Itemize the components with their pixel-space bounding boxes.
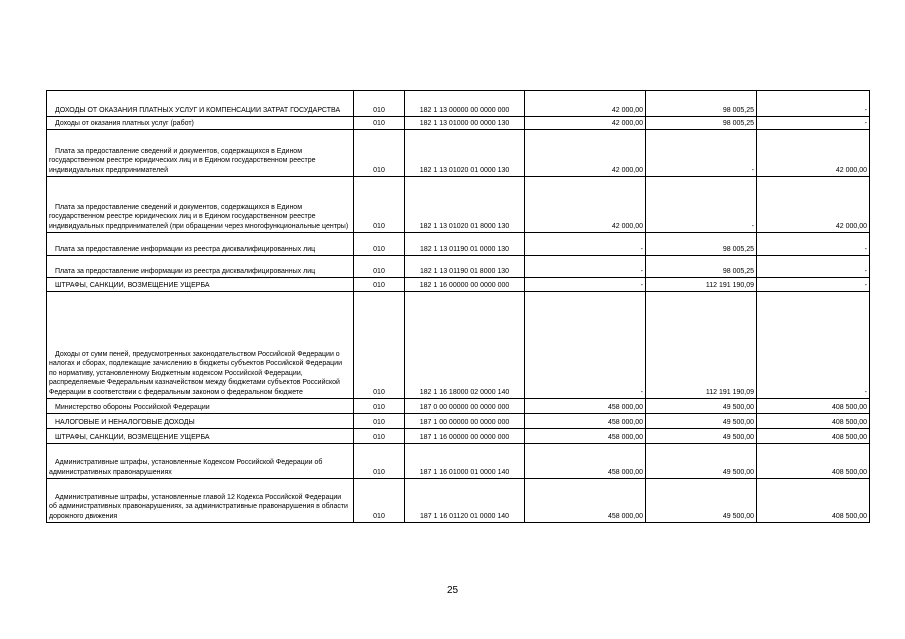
- row-classification-code-cell: 187 1 00 00000 00 0000 000: [405, 414, 525, 429]
- row-approved-cell: 458 000,00: [525, 479, 646, 523]
- row-unexecuted-cell: 42 000,00: [757, 177, 870, 233]
- row-name-cell: Доходы от сумм пеней, предусмотренных законодательством Российской Федерации о налогах и сборах, подлежащие зачислению в бюджеты субъектов Российской Федерации по нормативу, установленному Бюджетным кодексом Российской Федерации, распределяемые Федеральным казначейством между бюджетами субъектов Российской Федерации в соответствии с федеральным законом о федеральном бюджете: [47, 292, 354, 399]
- row-classification-code-cell: 182 1 13 01000 00 0000 130: [405, 117, 525, 130]
- row-line-code-cell: 010: [354, 399, 405, 414]
- row-approved-cell: 458 000,00: [525, 444, 646, 479]
- row-approved-cell: 42 000,00: [525, 177, 646, 233]
- row-name-cell: ДОХОДЫ ОТ ОКАЗАНИЯ ПЛАТНЫХ УСЛУГ И КОМПЕНСАЦИИ ЗАТРАТ ГОСУДАРСТВА: [47, 91, 354, 117]
- row-classification-code-cell: 187 1 16 01120 01 0000 140: [405, 479, 525, 523]
- row-line-code-cell: 010: [354, 479, 405, 523]
- row-line-code-cell: 010: [354, 292, 405, 399]
- row-executed-cell: 49 500,00: [646, 429, 757, 444]
- row-unexecuted-cell: -: [757, 292, 870, 399]
- row-unexecuted-cell: -: [757, 233, 870, 256]
- row-executed-cell: 112 191 190,09: [646, 278, 757, 292]
- row-classification-code-cell: 182 1 13 01020 01 8000 130: [405, 177, 525, 233]
- row-executed-cell: 98 005,25: [646, 91, 757, 117]
- table-row: [47, 429, 870, 444]
- row-unexecuted-cell: 408 500,00: [757, 399, 870, 414]
- row-executed-cell: 98 005,25: [646, 233, 757, 256]
- row-classification-code-cell: 187 1 16 01000 01 0000 140: [405, 444, 525, 479]
- table-row: [47, 414, 870, 429]
- row-name-cell: ШТРАФЫ, САНКЦИИ, ВОЗМЕЩЕНИЕ УЩЕРБА: [47, 429, 354, 444]
- row-classification-code-cell: 182 1 16 18000 02 0000 140: [405, 292, 525, 399]
- row-classification-code-cell: 182 1 13 01190 01 0000 130: [405, 233, 525, 256]
- row-approved-cell: 42 000,00: [525, 130, 646, 177]
- row-approved-cell: -: [525, 256, 646, 278]
- table-row: [47, 130, 870, 177]
- row-executed-cell: 49 500,00: [646, 479, 757, 523]
- row-name-cell: Плата за предоставление сведений и документов, содержащихся в Едином государственном реестре юридических лиц и в Едином государственном реестре индивидуальных предпринимателей: [47, 130, 354, 177]
- row-name-cell: Доходы от оказания платных услуг (работ): [47, 117, 354, 130]
- row-line-code-cell: 010: [354, 233, 405, 256]
- row-approved-cell: 42 000,00: [525, 91, 646, 117]
- row-unexecuted-cell: 408 500,00: [757, 479, 870, 523]
- row-unexecuted-cell: -: [757, 256, 870, 278]
- table-row: [47, 256, 870, 278]
- row-line-code-cell: 010: [354, 177, 405, 233]
- table-row: [47, 91, 870, 117]
- row-line-code-cell: 010: [354, 414, 405, 429]
- budget-table: [46, 90, 870, 523]
- row-classification-code-cell: 182 1 13 00000 00 0000 000: [405, 91, 525, 117]
- row-approved-cell: 458 000,00: [525, 414, 646, 429]
- row-name-cell: ШТРАФЫ, САНКЦИИ, ВОЗМЕЩЕНИЕ УЩЕРБА: [47, 278, 354, 292]
- row-executed-cell: 112 191 190,09: [646, 292, 757, 399]
- row-approved-cell: 458 000,00: [525, 429, 646, 444]
- row-name-cell: Плата за предоставление информации из реестра дисквалифицированных лиц: [47, 233, 354, 256]
- row-line-code-cell: 010: [354, 117, 405, 130]
- row-executed-cell: -: [646, 177, 757, 233]
- row-line-code-cell: 010: [354, 91, 405, 117]
- row-unexecuted-cell: -: [757, 117, 870, 130]
- row-unexecuted-cell: -: [757, 278, 870, 292]
- row-approved-cell: 458 000,00: [525, 399, 646, 414]
- table-row: [47, 278, 870, 292]
- row-line-code-cell: 010: [354, 130, 405, 177]
- row-name-cell: Плата за предоставление сведений и документов, содержащихся в Едином государственном реестре юридических лиц и в Едином государственном реестре индивидуальных предпринимателей (при обращении через многофункциональные центры): [47, 177, 354, 233]
- table-row: [47, 177, 870, 233]
- row-executed-cell: 49 500,00: [646, 399, 757, 414]
- table-row: [47, 444, 870, 479]
- row-executed-cell: -: [646, 130, 757, 177]
- row-name-cell: Административные штрафы, установленные Кодексом Российской Федерации об административных правонарушениях: [47, 444, 354, 479]
- row-approved-cell: -: [525, 233, 646, 256]
- table-row: [47, 117, 870, 130]
- table-row: [47, 399, 870, 414]
- row-unexecuted-cell: 408 500,00: [757, 429, 870, 444]
- row-executed-cell: 49 500,00: [646, 444, 757, 479]
- row-line-code-cell: 010: [354, 429, 405, 444]
- row-executed-cell: 98 005,25: [646, 117, 757, 130]
- row-name-cell: Министерство обороны Российской Федерации: [47, 399, 354, 414]
- row-name-cell: Плата за предоставление информации из реестра дисквалифицированных лиц: [47, 256, 354, 278]
- row-line-code-cell: 010: [354, 278, 405, 292]
- row-name-cell: Административные штрафы, установленные главой 12 Кодекса Российской Федерации об административных правонарушениях, за административные правонарушения в области дорожного движения: [47, 479, 354, 523]
- row-name-cell: НАЛОГОВЫЕ И НЕНАЛОГОВЫЕ ДОХОДЫ: [47, 414, 354, 429]
- row-line-code-cell: 010: [354, 256, 405, 278]
- row-unexecuted-cell: 42 000,00: [757, 130, 870, 177]
- row-classification-code-cell: 182 1 16 00000 00 0000 000: [405, 278, 525, 292]
- row-classification-code-cell: 182 1 13 01190 01 8000 130: [405, 256, 525, 278]
- row-approved-cell: -: [525, 278, 646, 292]
- row-classification-code-cell: 187 1 16 00000 00 0000 000: [405, 429, 525, 444]
- row-classification-code-cell: 182 1 13 01020 01 0000 130: [405, 130, 525, 177]
- row-executed-cell: 98 005,25: [646, 256, 757, 278]
- row-executed-cell: 49 500,00: [646, 414, 757, 429]
- row-approved-cell: -: [525, 292, 646, 399]
- page-number: 25: [446, 585, 459, 596]
- row-approved-cell: 42 000,00: [525, 117, 646, 130]
- row-line-code-cell: 010: [354, 444, 405, 479]
- row-unexecuted-cell: 408 500,00: [757, 414, 870, 429]
- row-unexecuted-cell: -: [757, 91, 870, 117]
- row-classification-code-cell: 187 0 00 00000 00 0000 000: [405, 399, 525, 414]
- table-row: [47, 292, 870, 399]
- table-row: [47, 479, 870, 523]
- row-unexecuted-cell: 408 500,00: [757, 444, 870, 479]
- table-row: [47, 233, 870, 256]
